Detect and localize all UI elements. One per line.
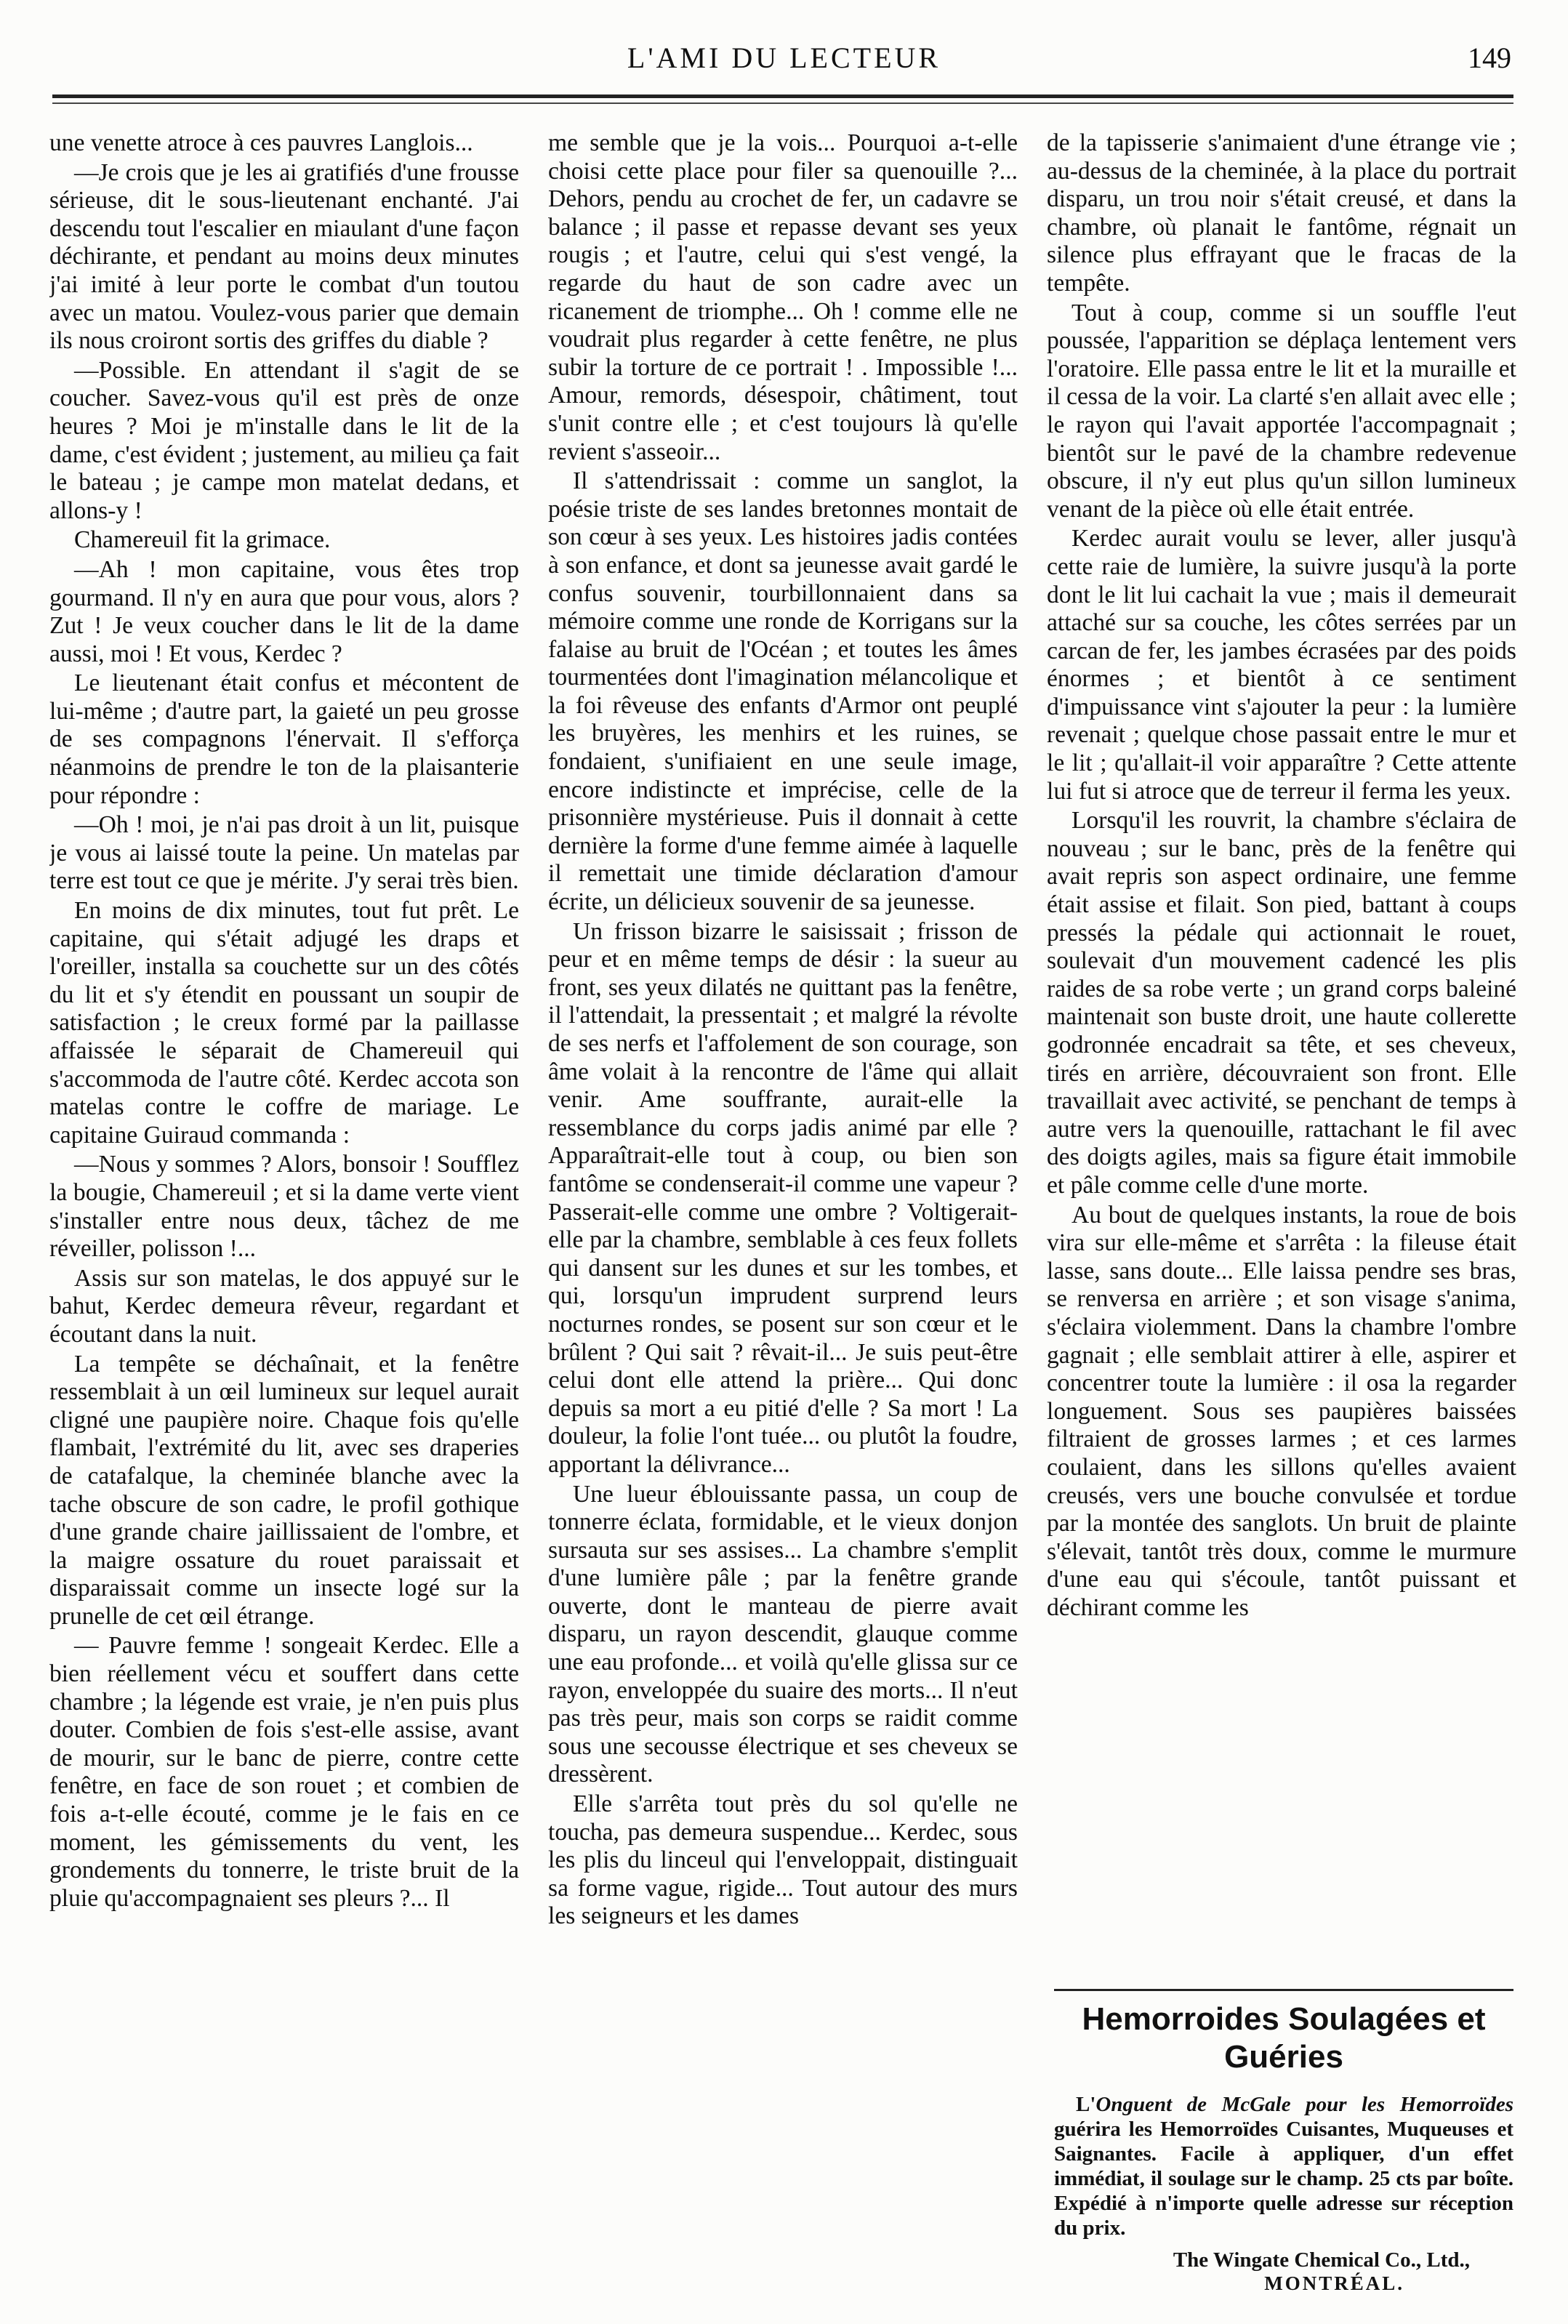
advertisement-headline: Hemorroides Soulagées et Guéries — [1082, 2001, 1486, 2075]
paragraph: Chamereuil fit la grimace. — [74, 526, 331, 554]
text-column-3 — [1047, 129, 1516, 2281]
paragraph: — Pauvre femme ! songeait Kerdec. Elle a bien réellement vécu et souffert dans cette chambre ; la légende est vraie, je n'en puis plus douter. Combien de fois s'est-elle assise, avant de mourir, sur le banc de pierre, contre cette fenêtre, en face de son rouet ; et combien de fois a-t-elle écouté, comme je le fais en ce moment, les gémissements du vent, les grondements du tonnerre, le triste bruit de la pluie qu'accompagnaient ses pleurs ?... Il — [49, 1632, 519, 1912]
paragraph: Kerdec aurait voulu se lever, aller jusqu'à cette raie de lumière, la suivre jusqu'à la porte dont le lit lui cachait la vue ; mais il demeurait attaché sur sa couche, les côtes serrées par un carcan de fer, les jambes écrasées par des poids énormes ; et bientôt à ce sentiment d'impuissance vint s'ajouter la peur : la lumière revenait ; quelque chose passait entre le mur et le lit ; qu'allait-il voir apparaître ? Cette attente lui fut si atroce que de terreur il ferma les yeux. — [1047, 525, 1516, 805]
paragraph: —Ah ! mon capitaine, vous êtes trop gourmand. Il n'y en aura que pour vous, alors ? Zut ! Je veux coucher dans le lit de la dame aussi, moi ! Et vous, Kerdec ? — [49, 555, 519, 667]
advertisement-company: The Wingate Chemical Co., Ltd., — [1173, 2248, 1470, 2272]
advertisement-body-rest: guérira les Hemorroïdes Cuisantes, Muqueuses et Saignantes. Facile à appliquer, d'un effet immédiat, il soulage sur le champ. 25 cts par boîte. Expédié à n'importe quelle adresse sur réception du prix. — [1054, 2118, 1513, 2240]
paragraph: Lorsqu'il les rouvrit, la chambre s'éclaira de nouveau ; sur le banc, près de la fenêtre qui avait repris son aspect ordinaire, une femme était assise et filait. Son pied, battant à coups pressés la pédale qui actionnait le rouet, soulevait d'un mouvement cadencé les plis raides de sa robe verte ; un grand corps baleiné maintenait son buste droit, une haute collerette godronnée encadrait sa tête, et ses cheveux, tirés en arrière, découvraient son front. Elle travaillait avec activité, se penchant de temps à autre vers la quenouille, rattachant le fil avec des doigts agiles, mais sa figure était immobile et pâle comme celle d'une morte. — [1047, 807, 1516, 1199]
paragraph: —Je crois que je les ai gratifiés d'une frousse sérieuse, dit le sous-lieutenant enchanté. J'ai descendu tout l'escalier en miaulant d'une façon déchirante, et pendant au moins deux minutes j'ai imité à leur porte le combat d'un toutou avec un matou. Voulez-vous parier que demain ils nous croiront sortis des griffes du diable ? — [49, 158, 519, 355]
paragraph: de la tapisserie s'animaient d'une étrange vie ; au-dessus de la cheminée, à la place du portrait disparu, un trou noir s'était creusé, et dans la chambre, où planait le fantôme, régnait un silence plus effrayant que le fracas de la tempête. — [1047, 129, 1516, 297]
text-column-1 — [49, 129, 519, 2281]
paragraph: —Nous y sommes ? Alors, bonsoir ! Soufflez la bougie, Chamereuil ; et si la dame verte vient s'installer entre nous deux, tâchez de me réveiller, polisson !... — [49, 1151, 519, 1263]
header-rule-thin — [52, 102, 1513, 104]
paragraph: La tempête se déchaînait, et la fenêtre ressemblait à un œil lumineux sur lequel aurait cligné une paupière noire. Chaque fois qu'elle flambait, l'extrémité du lit, avec ses draperies de catafalque, la cheminée blanche avec la tache obscure de son cadre, le profil gothique d'une grande chaire jaillissaient de l'ombre, et la maigre ossature du rouet paraissait et disparaissait comme un insecte logé sur la prunelle de cet œil étrange. — [49, 1350, 519, 1630]
advertisement-body-lead: L' — [1076, 2093, 1096, 2116]
paragraph: —Possible. En attendant il s'agit de se coucher. Savez-vous qu'il est près de onze heures ? Moi je m'installe dans le lit de la dame, c'est évident ; justement, au milieu ça fait le bateau ; je campe mon matelat dedans, et allons-y ! — [49, 356, 519, 524]
paragraph: une venette atroce à ces pauvres Langlois... — [49, 129, 473, 156]
paragraph: Tout à coup, comme si un souffle l'eut poussée, l'apparition se déplaça lentement vers l'oratoire. Elle passa entre le lit et la muraille et il cessa de la voir. La clarté s'en allait avec elle ; le rayon qui l'avait apportée l'accompagnait ; bientôt sur le pavé de la chambre redevenue obscure, il n'y eut plus qu'un sillon lumineux venant de la pièce où elle était entrée. — [1047, 299, 1516, 523]
advertisement-divider — [1054, 1989, 1513, 1991]
text-column-2 — [548, 129, 1018, 2281]
running-head — [0, 41, 1568, 84]
advertisement-body — [1054, 2092, 1513, 2240]
page-title: L'AMI DU LECTEUR — [627, 41, 941, 74]
advertisement-city: MONTRÉAL. — [1264, 2272, 1404, 2294]
paragraph: Une lueur éblouissante passa, un coup de tonnerre éclata, formidable, et le vieux donjon sursauta sur ses assises... La chambre s'emplit d'une lumière pâle ; par la fenêtre grande ouverte, dont le manteau de pierre avait disparu, un rayon descendit, glauque comme une eau profonde... et voilà qu'elle glissa sur ce rayon, enveloppée du suaire des morts... Il n'eut pas très peur, mais son corps se raidit comme sous une secousse électrique et ses cheveux se dressèrent. — [548, 1480, 1018, 1788]
paragraph: Le lieutenant était confus et mécontent de lui-même ; d'autre part, la gaieté un peu grosse de ses compagnons l'énervait. Il s'efforça néanmoins de prendre le ton de la plaisanterie pour répondre : — [49, 670, 519, 809]
paragraph: Il s'attendrissait : comme un sanglot, la poésie triste de ses landes bretonnes montait de son cœur à ses yeux. Les histoires jadis contées à son enfance, et dont sa jeunesse avait gardé le confus souvenir, tourbillonnaient dans sa mémoire comme une ronde de Korrigans sur la falaise au bruit de l'Océan ; et toutes les âmes tourmentées dont l'imagination mélancolique et la foi rêveuse des enfants d'Armor ont peuplé les bruyères, les menhirs et les ruines, se fondaient, s'unifiaient en une seule image, encore indistincte et imprécise, celle de la prisonnière mystérieuse. Puis il donnait à cette dernière la forme d'une femme aimée à laquelle il remettait une timide déclaration d'amour écrite, un délicieux souvenir de sa jeunesse. — [548, 467, 1018, 916]
paragraph: Assis sur son matelas, le dos appuyé sur le bahut, Kerdec demeura rêveur, regardant et écoutant dans la nuit. — [49, 1264, 519, 1348]
page-number: 149 — [1468, 41, 1511, 74]
header-rule-thick — [52, 95, 1513, 98]
paragraph: En moins de dix minutes, tout fut prêt. Le capitaine, qui s'était adjugé les draps et l'oreiller, installa sa couchette sur un des côtés du lit et s'y étendit en poussant un soupir de satisfaction ; le creux formé par la paillasse affaissée le séparait de Chamereuil qui s'accommoda de l'autre côté. Kerdec accota son matelas contre le coffre de mariage. Le capitaine Guiraud commanda : — [49, 897, 519, 1149]
text-column-3-story — [1047, 129, 1516, 1998]
advertisement-product-name: Onguent de McGale pour les Hemorroïdes — [1095, 2093, 1513, 2116]
paragraph: me semble que je la vois... Pourquoi a-t-elle choisi cette place pour filer sa quenouille ?... Dehors, pendu au crochet de fer, un cadavre se balance ; il passe et repasse devant ses yeux rougis ; et l'autre, celui qui s'est vengé, la regarde du haut de son cadre avec un ricanement de triomphe... Oh ! comme elle ne voudrait plus regarder à cette fenêtre, ne plus subir la torture de ce portrait ! . Impossible !... Amour, remords, désespoir, châtiment, tout s'unit contre elle ; et c'est toujours là qu'elle revient s'asseoir... — [548, 129, 1018, 465]
paragraph: Au bout de quelques instants, la roue de bois vira sur elle-même et s'arrêta : la fileuse était lasse, sans doute... Elle laissa pendre ses bras, se renversa en arrière ; et son visage s'anima, s'éclaira violemment. Dans la chambre l'ombre gagnait ; elle semblait attirer à elle, aspirer et concentrer toute la lumière : il osa la regarder longuement. Sous ses paupières baissées filtraient de grosses larmes ; et ces larmes coulaient, dans les sillons qu'elles avaient creusés, vers une bouche convulsée et tordue par la montée des sanglots. Un bruit de plainte s'élevait, tantôt très doux, comme le murmure d'une eau qui s'écoule, tantôt puissant et déchirant comme les — [1047, 1201, 1516, 1621]
paragraph: Elle s'arrêta tout près du sol qu'elle ne toucha, pas demeura suspendue... Kerdec, sous les plis du linceul qui l'enveloppait, distinguait sa forme vague, rigide... Tout autour des murs les seigneurs et les dames — [548, 1790, 1018, 1930]
advertisement — [1054, 2001, 1513, 2294]
paragraph: Un frisson bizarre le saisissait ; frisson de peur et en même temps de désir : la sueur au front, ses yeux dilatés ne quittant pas la fenêtre, il l'attendait, la pressentait ; et malgré la révolte de ses nerfs et l'affolement de son courage, son âme volait à la rencontre de l'âme qui allait venir. Ame souffrante, aurait-elle la ressemblance du corps jadis animé par elle ? Apparaîtrait-elle tout à coup, ou bien son fantôme se condenserait-il comme une vapeur ? Passerait-elle comme une ombre ? Voltigerait-elle par la chambre, semblable à ces feux follets qui dansent sur les dunes et sur les tombes, et qui, lorsqu'un imprudent surprend leurs nocturnes rondes, se posent sur son cœur et le brûlent ? Qui sait ? rêvait-il... Je suis peut-être celui dont elle attend la prière... Qui donc depuis sa mort a eu pitié d'elle ? Sa mort ! La douleur, la folie l'ont tuée... ou plutôt la foudre, apportant la délivrance... — [548, 917, 1018, 1478]
paragraph: —Oh ! moi, je n'ai pas droit à un lit, puisque je vous ai laissé toute la peine. Un matelas par terre est tout ce que je mérite. J'y serai très bien. — [49, 811, 519, 895]
